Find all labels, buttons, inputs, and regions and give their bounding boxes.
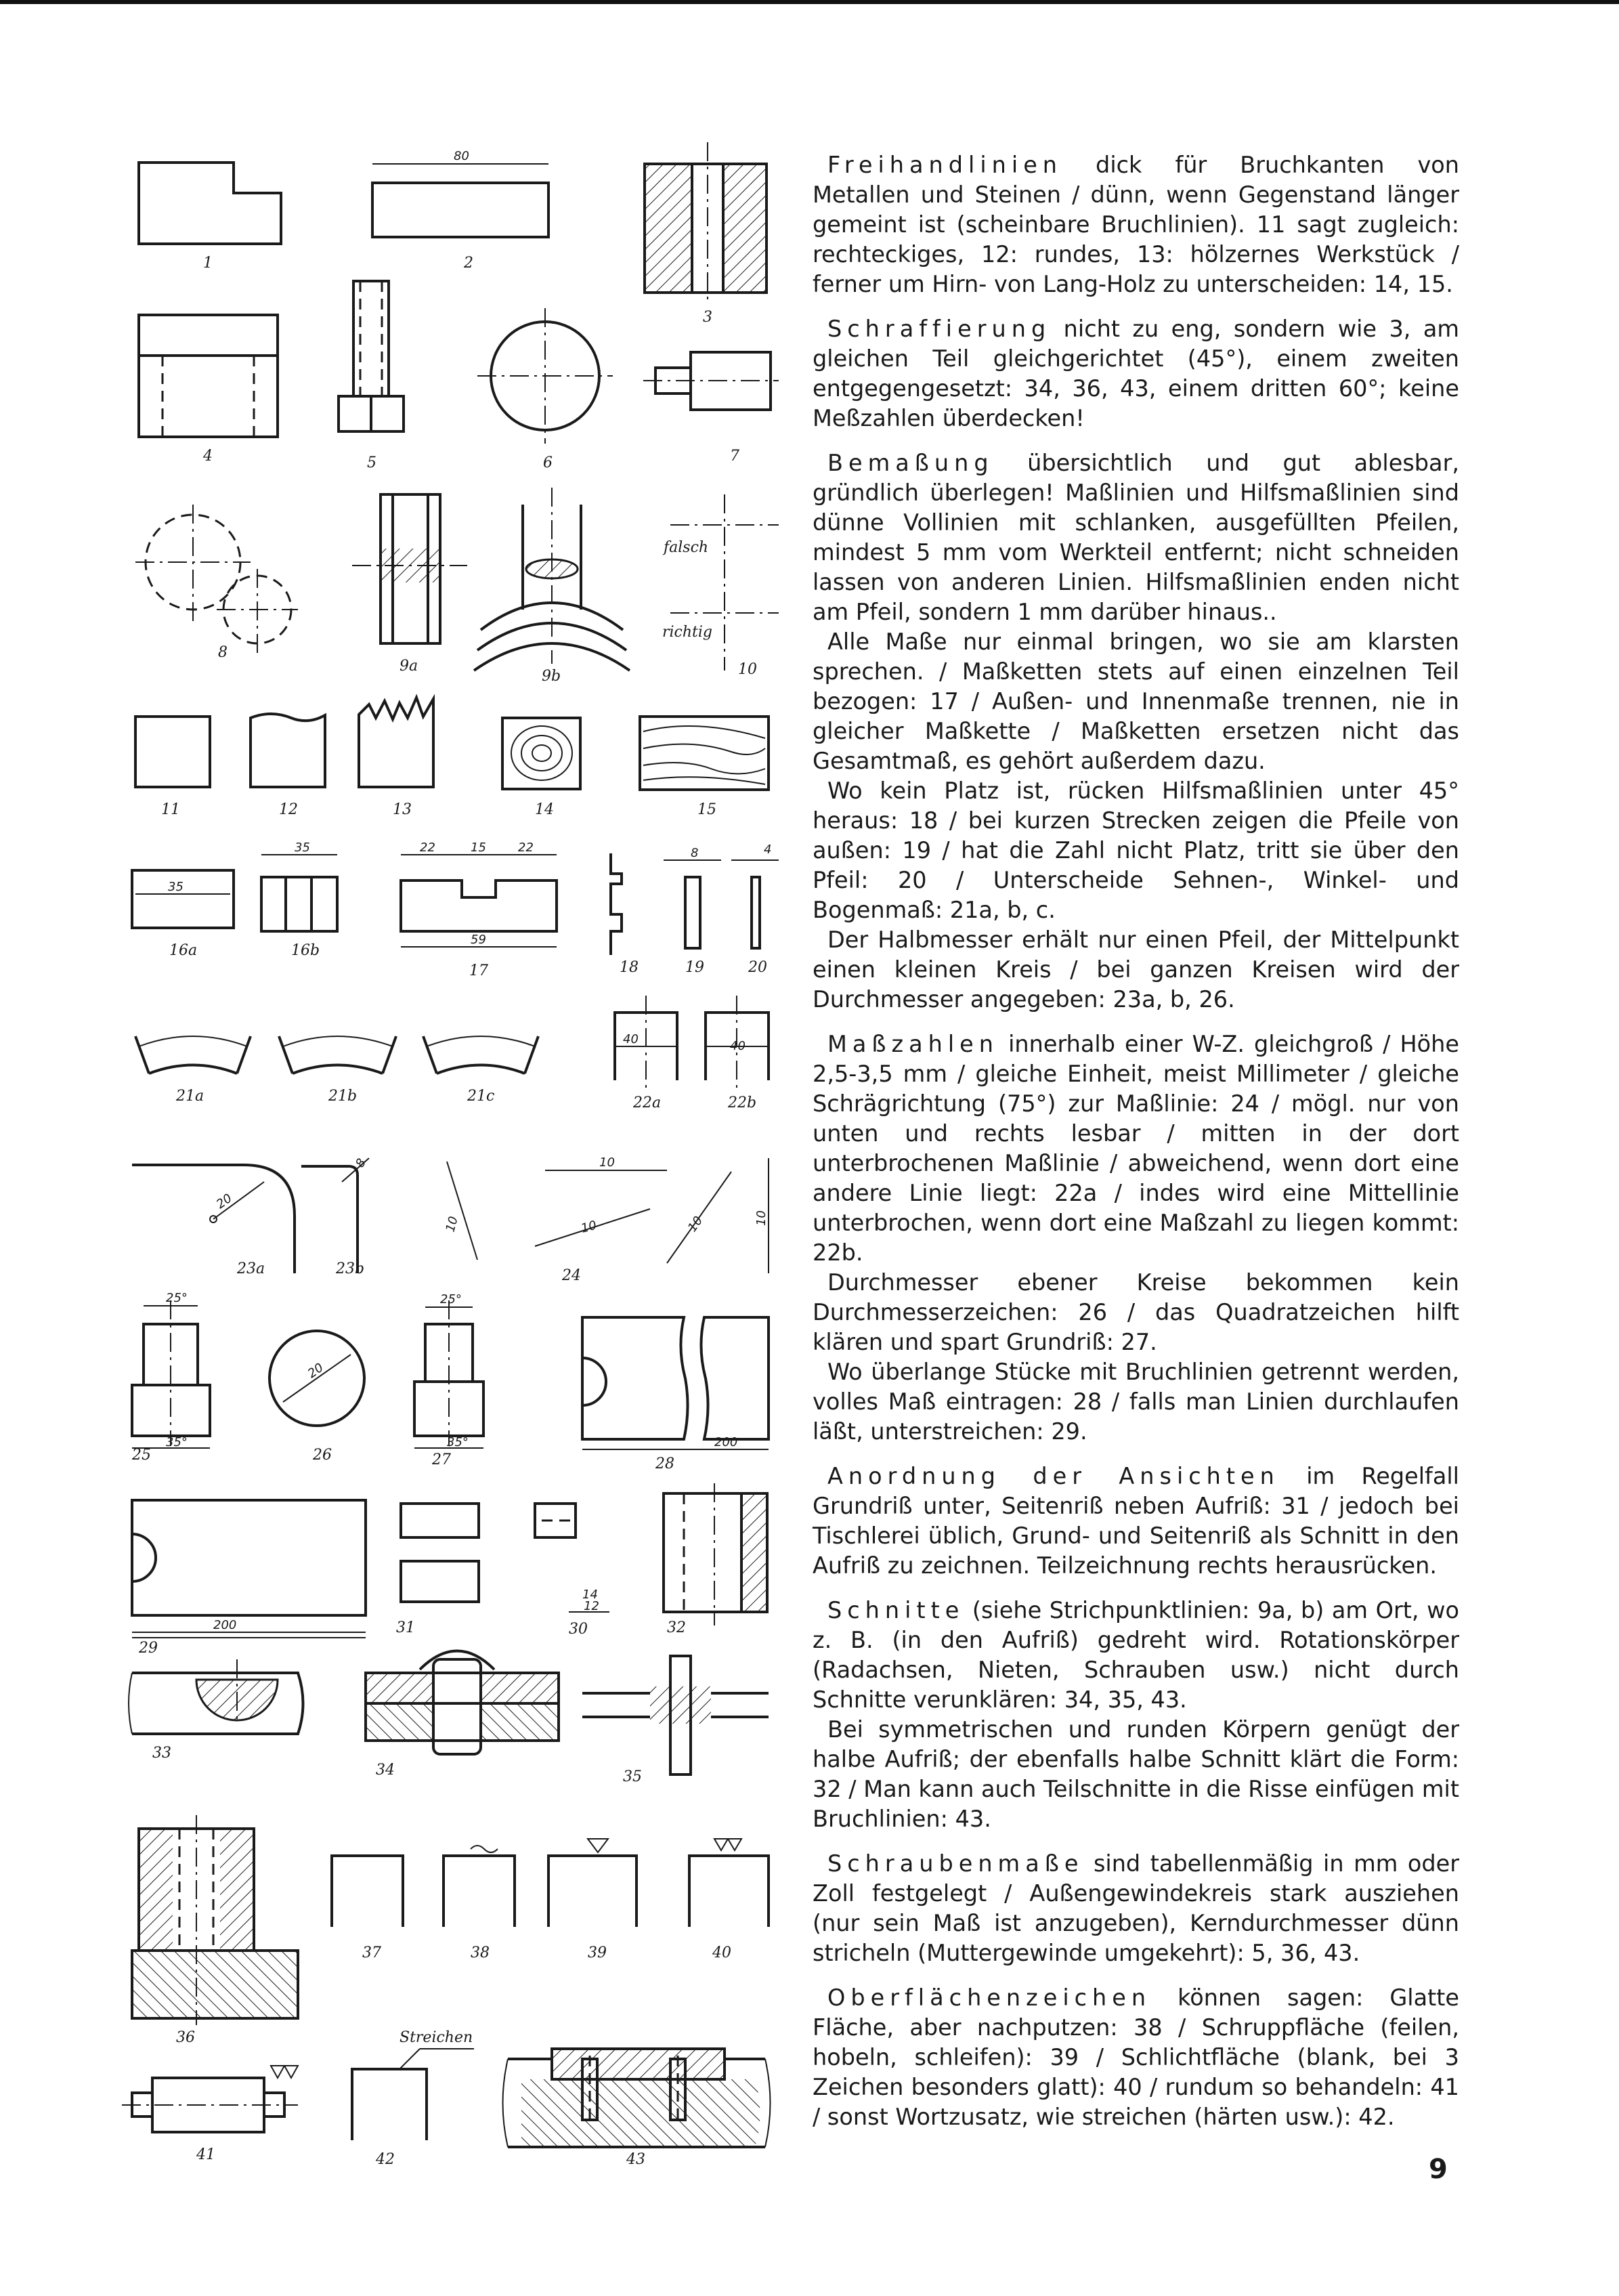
dim-35: 35 — [295, 841, 310, 855]
fig-label: 3 — [703, 309, 712, 326]
fig-37 — [332, 1856, 403, 1961]
fig-label: 33 — [152, 1745, 171, 1762]
fig-21a — [135, 1036, 251, 1105]
fig-13 — [359, 698, 433, 818]
fig-label: 12 — [279, 801, 298, 818]
keyword: Schraubenmaße — [827, 1850, 1084, 1877]
paragraph-text: (siehe Strichpunktlinien: 9a, b) am Ort, wo z. B. (in den Aufriß) gedreht wird. Rotationskörper (Radachsen, Nieten, Schrauben usw.) nicht durch Schnitte verunklären: 34, 35, 43. — [813, 1597, 1459, 1713]
fig-label: 15 — [697, 801, 716, 818]
fig-28 — [582, 1317, 769, 1472]
fig-label: 22a — [633, 1094, 662, 1111]
fig-23b — [301, 1156, 369, 1277]
fig-8 — [135, 505, 298, 661]
paragraph-text: können sagen: Glatte Fläche, aber nachputzen: 38 / Schruppfläche (feilen, hobeln, schleifen): 39 / Schlichtfläche (blank, bei 3 Zeichen besonders glatt): 40 / rundum so behandeln: 41 / sonst Wortzusatz, wie streichen (härten usw.): 42. — [813, 1984, 1459, 2130]
fig-10 — [662, 494, 779, 678]
dim-25: 25° — [440, 1292, 462, 1306]
fig-label: 4 — [203, 448, 213, 465]
paragraph-text: Alle Maße nur einmal bringen, wo sie am klarsten sprechen. / Maßketten stets auf einen einzelnen Teil bezogen: 17 / Außen- und Innenmaße trennen, nie in gleicher Maßkette / Maßketten ersetzen nicht das Gesamtmaß, es gehört außerdem dazu. — [813, 629, 1459, 774]
paragraph-halbmesser — [813, 925, 1459, 1015]
fig-33 — [129, 1659, 303, 1762]
fig-label: 37 — [362, 1944, 381, 1961]
paragraph-text: Wo kein Platz ist, rücken Hilfsmaßlinien unter 45° heraus: 18 / bei kurzen Strecken zeigen die Pfeile von außen: 19 / hat die Zahl nicht Platz, tritt sie über den Pfeil: 20 / Unterscheide Sehnen-, Winkel- und Bogenmaß: 21a, b, c. — [813, 778, 1459, 923]
figure-panel — [102, 135, 779, 2168]
fig-19 — [664, 846, 721, 976]
fig-label: 40 — [712, 1944, 731, 1961]
dim-25: 25° — [166, 1291, 188, 1305]
fig-30 — [569, 1588, 609, 1638]
fig-label: 9a — [400, 658, 418, 675]
fig-label: 13 — [393, 801, 412, 818]
dim-22: 22 — [420, 841, 435, 855]
dim-35: 35 — [168, 880, 184, 894]
fig-label: 28 — [655, 1455, 674, 1472]
fig-40 — [689, 1839, 769, 1961]
paragraph-freihandlinien — [813, 150, 1459, 299]
fig-label: 34 — [376, 1762, 395, 1779]
paragraph-masszahlen — [813, 1029, 1459, 1268]
fig-21c — [423, 1036, 538, 1105]
keyword: Bemaßung — [827, 450, 994, 476]
fig-22a — [615, 996, 677, 1111]
fig-11 — [135, 717, 210, 818]
fig-12 — [251, 714, 325, 818]
fig-17 — [401, 841, 557, 979]
paragraph-text: übersichtlich und gut ablesbar, gründlich überlegen! Maßlinien und Hilfsmaßlinien sind dünne Vollinien mit schlanken, ausgefüllten Pfeilen, mindest 5 mm vom Werkteil entfernt; nicht schneiden lassen von anderen Linien. Hilfsmaßlinien enden nicht am Pfeil, sondern 1 mm darüber hinaus.. — [813, 450, 1459, 625]
fig-label: 29 — [139, 1640, 158, 1657]
fig-14 — [502, 718, 580, 818]
fig-label: 10 — [738, 661, 757, 678]
paragraph-oberflaechenzeichen — [813, 1983, 1459, 2132]
fig-31 — [396, 1504, 576, 1636]
keyword: Maßzahlen — [827, 1031, 999, 1057]
fig-26 — [269, 1331, 364, 1464]
fig-15 — [640, 717, 769, 818]
paragraph-text: Durchmesser ebener Kreise bekommen kein Durchmesserzeichen: 26 / das Quadratzeichen hilft klären und spart Grundriß: 27. — [813, 1269, 1459, 1355]
paragraph-masse — [813, 627, 1459, 776]
fig-label: 38 — [471, 1944, 490, 1961]
dim-80: 80 — [454, 149, 469, 163]
fig-4 — [139, 315, 278, 465]
dim-10: 10 — [754, 1210, 769, 1226]
dim-8: 8 — [691, 846, 699, 860]
fig-label: 2 — [464, 255, 473, 272]
fig-label: 16a — [169, 942, 198, 959]
note-richtig: richtig — [662, 624, 713, 641]
fig-1 — [139, 163, 281, 272]
keyword: Anordnung der Ansichten — [827, 1463, 1280, 1489]
fig-label: 18 — [620, 959, 639, 976]
paragraph-text: nicht zu eng, sondern wie 3, am gleichen Teil gleichgerichtet (45°), einem zweiten entgegengesetzt: 34, 36, 43, einem dritten 60°; keine Meßzahlen überdecken! — [813, 316, 1459, 431]
fig-label: 21a — [176, 1088, 204, 1105]
dim-10: 10 — [443, 1214, 461, 1234]
fig-label: 43 — [626, 2151, 645, 2168]
fig-16a — [132, 870, 234, 959]
paragraph-schraubenmasse — [813, 1849, 1459, 1968]
fig-9b — [474, 488, 630, 685]
dim-200: 200 — [714, 1435, 738, 1449]
paragraph-schraffierung — [813, 314, 1459, 433]
dim-10: 10 — [599, 1155, 615, 1170]
fig-32 — [664, 1483, 767, 1636]
technical-drawings — [102, 135, 779, 2168]
fig-22b — [706, 996, 769, 1111]
dim-8: 8 — [353, 1156, 370, 1170]
body-text — [813, 150, 1459, 2132]
fig-25 — [131, 1291, 210, 1464]
fig-label: 8 — [218, 644, 228, 661]
fig-label: 23b — [336, 1260, 365, 1277]
fig-29 — [132, 1500, 366, 1657]
dim-40: 40 — [623, 1032, 639, 1046]
fig-7 — [643, 352, 779, 465]
fig-9a — [352, 494, 467, 675]
paragraph-text: Der Halbmesser erhält nur einen Pfeil, der Mittelpunkt einen kleinen Kreis / bei ganzen Kreisen wird der Durchmesser angegeben: 23a, b, 26. — [813, 927, 1459, 1013]
dim-14: 14 — [582, 1588, 598, 1602]
fig-label: 27 — [432, 1451, 451, 1468]
fig-label: 21c — [467, 1088, 495, 1105]
keyword: Freihandlinien — [827, 152, 1063, 178]
fig-label: 31 — [396, 1619, 415, 1636]
fig-38 — [444, 1846, 515, 1961]
note-falsch: falsch — [664, 539, 709, 556]
fig-label: 19 — [685, 959, 704, 976]
fig-3 — [645, 142, 767, 326]
fig-label: 24 — [562, 1267, 581, 1284]
paragraph-text: sind tabellenmäßig in mm oder Zoll festgelegt / Außengewindekreis stark ausziehen (nur sein Maß ist anzugeben), Kerndurchmesser dünn stricheln (Muttergewinde umgekehrt): 5, 36, 43. — [813, 1850, 1459, 1966]
fig-label: 5 — [367, 454, 376, 471]
fig-42 — [352, 2029, 474, 2168]
fig-label: 32 — [667, 1619, 686, 1636]
paragraph-anordnung — [813, 1462, 1459, 1581]
dim-10: 10 — [685, 1214, 706, 1235]
fig-label: 14 — [535, 801, 554, 818]
fig-41 — [122, 2066, 298, 2163]
paragraph-text: Wo überlange Stücke mit Bruchlinien getrennt werden, volles Maß eintragen: 28 / falls man Linien durchlaufen läßt, unterstreichen: 29. — [813, 1359, 1459, 1445]
page-number: 9 — [1429, 2154, 1448, 2185]
fig-label: 1 — [203, 255, 213, 272]
fig-27 — [414, 1292, 483, 1468]
fig-label: 25 — [132, 1447, 151, 1464]
paragraph-symmetrisch — [813, 1715, 1459, 1834]
note-streichen: Streichen — [400, 2029, 473, 2046]
fig-label: 7 — [730, 448, 739, 465]
fig-43 — [503, 2049, 771, 2168]
keyword: Oberflächenzeichen — [827, 1984, 1152, 2011]
keyword: Schnitte — [827, 1597, 965, 1623]
fig-20 — [731, 843, 779, 976]
dim-15: 15 — [471, 841, 486, 855]
fig-2 — [372, 149, 548, 272]
paragraph-text: dick für Bruchkanten von Metallen und Steinen / dünn, wenn Gegenstand länger gemeint ist (scheinbare Bruchlinien). 11 sagt zugleich: rechteckiges, 12: rundes, 13: hölzernes Werkstück / ferner um Hirn- von Lang-Holz zu unterscheiden: 14, 15. — [813, 152, 1459, 297]
fig-24 — [444, 1155, 769, 1284]
fig-label: 42 — [376, 2151, 395, 2168]
fig-label: 22b — [728, 1094, 757, 1111]
paragraph-ueberlange — [813, 1357, 1459, 1447]
dim-20: 20 — [213, 1191, 235, 1212]
fig-label: 11 — [161, 801, 180, 818]
fig-16b — [261, 841, 337, 959]
paragraph-schnitte — [813, 1596, 1459, 1715]
dim-10: 10 — [579, 1218, 599, 1236]
paragraph-bemassung — [813, 448, 1459, 627]
dim-22: 22 — [518, 841, 534, 855]
dim-4: 4 — [764, 843, 772, 857]
fig-label: 36 — [176, 2029, 195, 2046]
fig-label: 6 — [543, 454, 553, 471]
dim-20: 20 — [305, 1360, 326, 1382]
fig-label: 16b — [291, 942, 320, 959]
paragraph-text: innerhalb einer W-Z. gleichgroß / Höhe 2,5-3,5 mm / gleiche Einheit, meist Millimeter / gleiche Schrägrichtung (75°) zur Maßlinie: 24 / mögl. nur von unten und rechts lesbar / mitten in der dort unterbrochenen Maßlinie / abweichend, wenn dort eine andere Linie liegt: 22a / indes wird eine Mittellinie unterbrochen, wenn dort eine Maßzahl zu liegen kommt: 22b. — [813, 1031, 1459, 1266]
fig-18 — [611, 853, 639, 976]
fig-6 — [477, 308, 613, 471]
dim-12: 12 — [584, 1599, 599, 1613]
dim-35: 35° — [447, 1435, 469, 1449]
fig-label: 17 — [469, 962, 488, 979]
keyword: Schraffierung — [827, 316, 1052, 342]
paragraph-text: im Regelfall Grundriß unter, Seitenriß neben Aufriß: 31 / jedoch bei Tischlerei üblich, Grund- und Seitenriß als Schnitt in den Aufriß zu zeichnen. Teilzeichnung rechts herausrücken. — [813, 1463, 1459, 1579]
paragraph-platz — [813, 776, 1459, 925]
fig-21b — [279, 1036, 396, 1105]
fig-label: 21b — [328, 1088, 358, 1105]
fig-label: 26 — [313, 1447, 332, 1464]
fig-label: 30 — [569, 1621, 588, 1638]
fig-label: 9b — [542, 668, 561, 685]
paragraph-text: Bei symmetrischen und runden Körpern genügt der halbe Aufriß; der ebenfalls halbe Schnitt klärt die Form: 32 / Man kann auch Teilschnitte in die Risse einfügen mit Bruchlinien: 43. — [813, 1716, 1459, 1832]
fig-34 — [366, 1651, 559, 1779]
dim-200: 200 — [213, 1618, 237, 1632]
fig-35 — [582, 1656, 769, 1785]
fig-label: 35 — [623, 1768, 642, 1785]
dim-35: 35° — [166, 1435, 188, 1449]
top-rule — [0, 0, 1619, 4]
fig-23a — [132, 1165, 295, 1277]
paragraph-durchmesser — [813, 1268, 1459, 1357]
dim-40: 40 — [730, 1039, 746, 1053]
fig-label: 23a — [237, 1260, 265, 1277]
fig-label: 41 — [196, 2146, 215, 2163]
fig-39 — [548, 1839, 636, 1961]
dim-59: 59 — [471, 933, 486, 947]
fig-5 — [339, 281, 404, 471]
fig-36 — [132, 1815, 298, 2046]
fig-label: 39 — [588, 1944, 607, 1961]
fig-label: 20 — [748, 959, 767, 976]
